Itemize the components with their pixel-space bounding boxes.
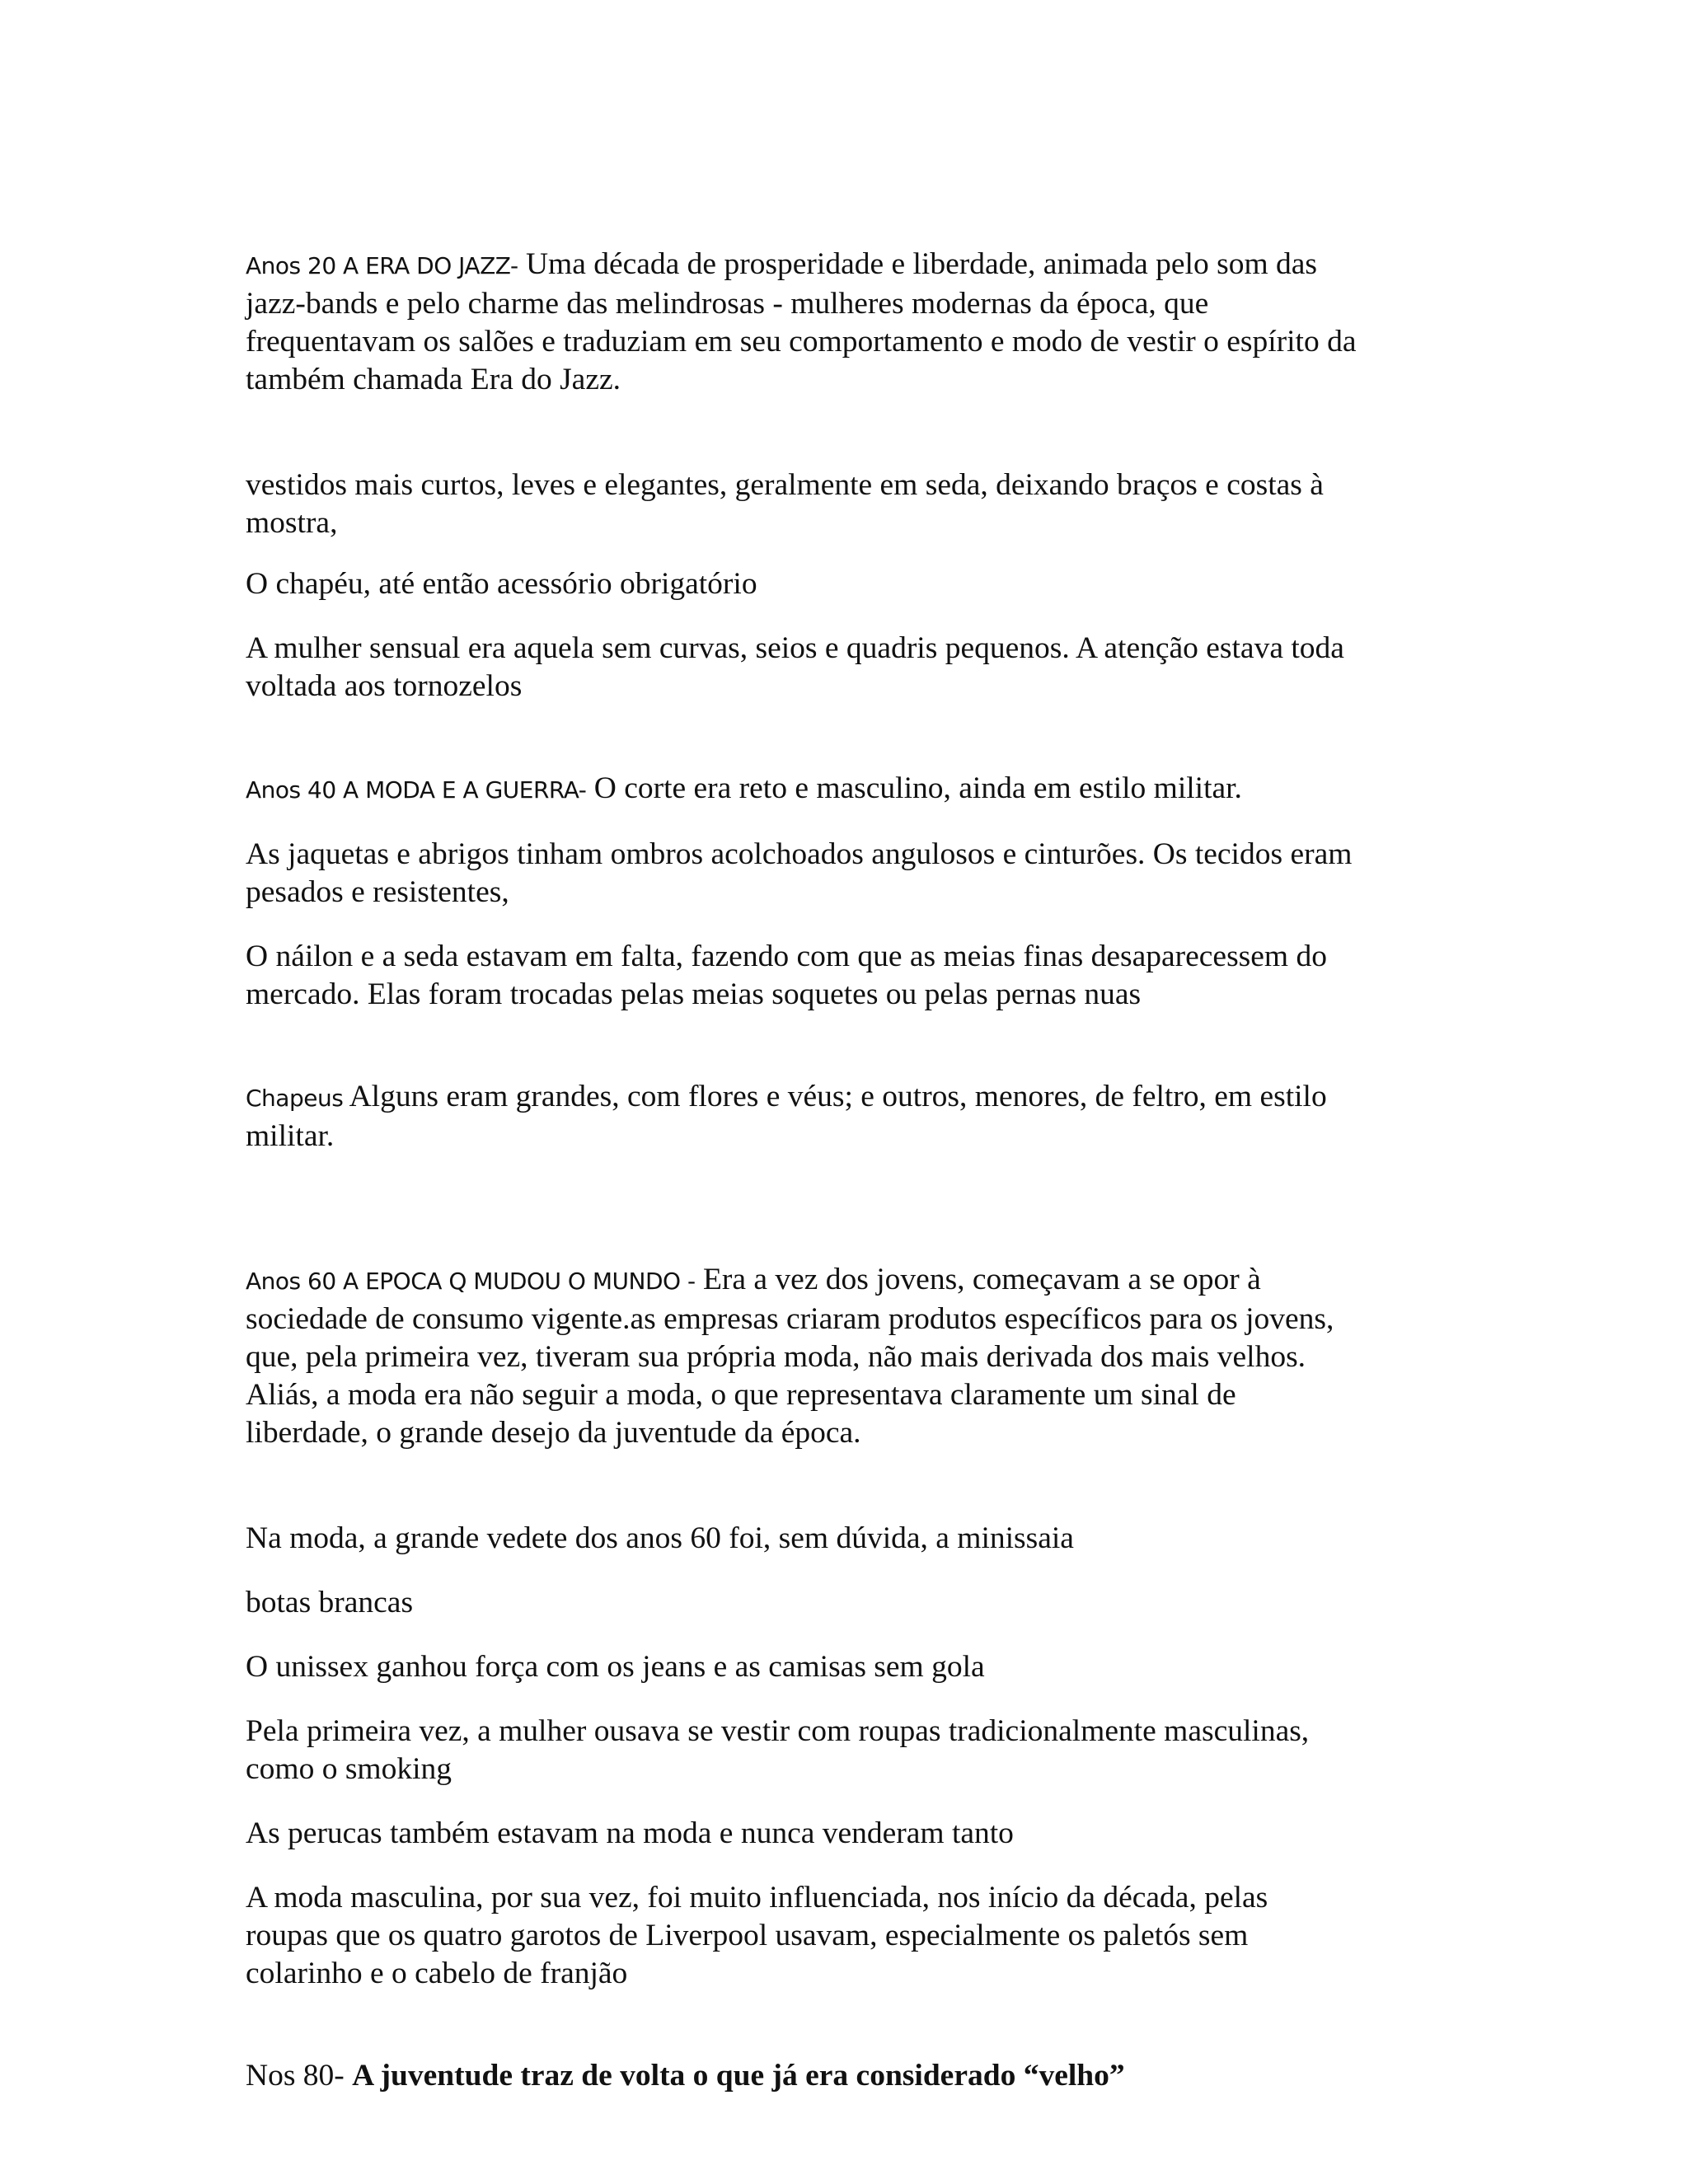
document-body (246, 208, 1465, 2095)
paragraph-nailon: O náilon e a seda estavam em falta, fazendo com que as meias finas desaparecessem do mercado. Elas foram trocadas pelas meias soquetes ou pelas pernas nuas (246, 940, 1327, 1011)
section-anos-60 (246, 1223, 1465, 1452)
section-heading: Chapeus (246, 1085, 344, 1112)
paragraph-jaquetas: As jaquetas e abrigos tinham ombros acolchoados angulosos e cinturões. Os tecidos eram pesados e resistentes, (246, 837, 1353, 909)
paragraph-botas: botas brancas (246, 1586, 414, 1619)
paragraph-unissex: O unissex ganhou força com os jeans e as camisas sem gola (246, 1650, 985, 1684)
paragraph-chapeu: O chapéu, até então acessório obrigatório (246, 567, 757, 601)
section-heading: Anos 60 A EPOCA Q MUDOU O MUNDO - (246, 1268, 696, 1295)
section-bold-text: A juventude traz de volta o que já era considerado “velho” (352, 2059, 1125, 2093)
paragraph-mulher-sensual: A mulher sensual era aquela sem curvas, seios e quadris pequenos. A atenção estava toda voltada aos tornozelos (246, 631, 1344, 703)
section-heading: Anos 20 A ERA DO JAZZ- (246, 252, 518, 279)
paragraph-perucas: As perucas também estavam na moda e nunca venderam tanto (246, 1816, 1014, 1850)
section-anos-40 (246, 732, 1465, 809)
section-anos-20 (246, 208, 1465, 399)
paragraph-chapeus (246, 1040, 1465, 1155)
paragraph-moda-masculina: A moda masculina, por sua vez, foi muito influenciada, nos início da década, pelas roupas que os quatro garotos de Liverpool usavam, especialmente os paletós sem colarinho e o cabelo de franjão (246, 1881, 1268, 1990)
paragraph-smoking: Pela primeira vez, a mulher ousava se vestir com roupas tradicionalmente masculinas, como o smoking (246, 1714, 1310, 1786)
paragraph-minissaia: Na moda, a grande vedete dos anos 60 foi, sem dúvida, a minissaia (246, 1521, 1074, 1555)
section-text: Uma década de prosperidade e liberdade, animada pelo som das jazz-bands e pelo charme das melindrosas - mulheres modernas da época, que frequentavam os salões e traduziam em seu comportamento e modo de vestir o espírito da também chamada Era do Jazz. (246, 247, 1357, 396)
paragraph-vestidos: vestidos mais curtos, leves e elegantes, geralmente em seda, deixando braços e costas à mostra, (246, 468, 1324, 540)
section-prefix: Nos 80- (246, 2059, 353, 2093)
section-anos-80 (246, 2019, 1465, 2095)
section-text: O corte era reto e masculino, ainda em estilo militar. (586, 771, 1242, 805)
section-text: Era a vez dos jovens, começavam a se opor à sociedade de consumo vigente.as empresas criaram produtos específicos para os jovens, que, pela primeira vez, tiveram sua própria moda, não mais derivada dos mais velhos. Aliás, a moda era não seguir a moda, o que representava claramente um sinal de liberdade, o grande desejo da juventude da época. (246, 1263, 1334, 1450)
section-text: Alguns eram grandes, com flores e véus; e outros, menores, de feltro, em estilo militar. (246, 1080, 1327, 1153)
section-heading: Anos 40 A MODA E A GUERRA- (246, 776, 587, 804)
